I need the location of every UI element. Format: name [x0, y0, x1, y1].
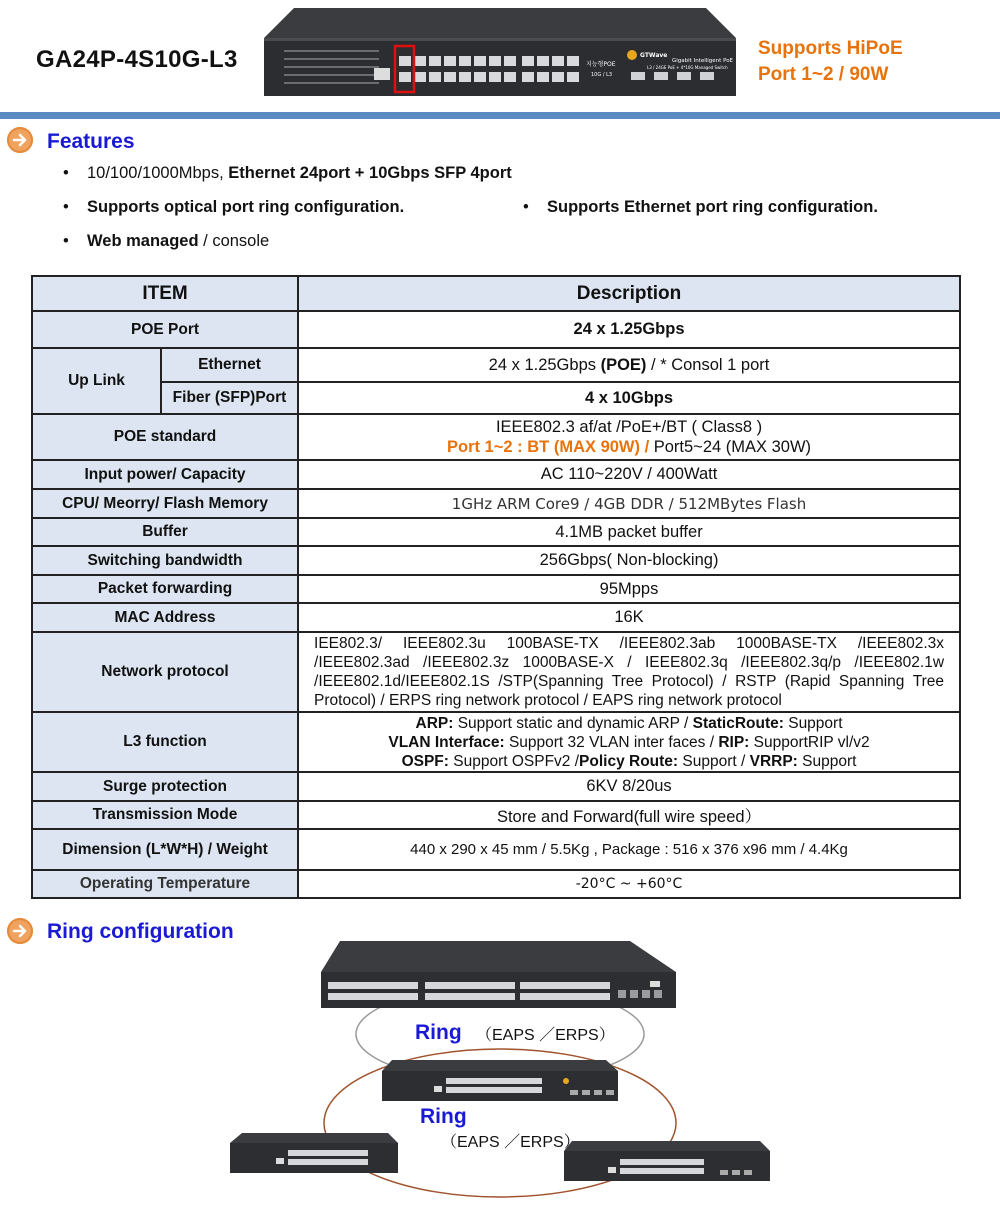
feature-bullet-4: • Web managed / console [63, 232, 270, 250]
ring1-subtitle: （EAPS ／ERPS） [476, 1027, 615, 1044]
hipoe-callout [758, 36, 903, 88]
arrow-circle-icon [7, 127, 33, 153]
middle-switch-image [382, 1060, 618, 1101]
table-row: Switching bandwidth 256Gbps( Non-blocking) [32, 546, 960, 575]
table-row: Surge protection 6KV 8/20us [32, 772, 960, 801]
table-row: Operating Temperature -20°C ~ +60°C [32, 870, 960, 898]
arrow-circle-icon [7, 918, 33, 944]
model-name: GA24P-4S10G-L3 [36, 46, 238, 73]
table-row: Network protocol IEE802.3/ IEEE802.3u 100BASE-TX /IEEE802.3ab 1000BASE-TX /IEEE802.3x /IEEE802.3ad /IEEE802.3z 1000BASE-X / IEEE802.3q /IEEE802.3q/p /IEEE802.1w /IEEE802.1d/IEEE802.1S /STP(Spanning Tree Protocol) / RSTP (Rapid Spanning Tree Protocol) / ERPS ring network protocol / EAPS ring network protocol [32, 632, 960, 712]
header-divider [0, 112, 1000, 119]
table-row: Packet forwarding 95Mpps [32, 575, 960, 603]
header-description: Description [298, 276, 960, 311]
ring-diagram [220, 938, 780, 1200]
switch-label-left2: 10G / L3 [591, 72, 613, 78]
switch-label-left: 지능형POE [586, 61, 616, 68]
left-switch-image [230, 1133, 398, 1173]
ring1-title: Ring [415, 1021, 462, 1044]
hipoe-line-1: Supports HiPoE [758, 38, 903, 59]
spec-table [31, 275, 961, 899]
table-row: POE standard IEEE802.3 af/at /PoE+/BT ( Class8 ) Port 1~2 : BT (MAX 90W) / Port5~24 (MAX 30W) [32, 414, 960, 460]
table-header-row [32, 276, 960, 311]
switch-label-title: Gigabit Intelligent PoE [672, 58, 734, 64]
table-row: Transmission Mode Store and Forward(full wire speed） [32, 801, 960, 829]
switch-label-sub: L3 / 24GE PoE + 4*10G Managed Switch [647, 65, 728, 70]
table-row: Up Link Ethernet 24 x 1.25Gbps (POE) / * Consol 1 port [32, 348, 960, 382]
ring2-title: Ring [420, 1105, 467, 1128]
ring-heading: Ring configuration [47, 920, 234, 943]
feature-bullet-2: • Supports optical port ring configuration. [63, 198, 405, 216]
right-switch-image [564, 1141, 770, 1181]
feature-bullet-3: • Supports Ethernet port ring configuration. [523, 198, 878, 216]
uplink-label: Up Link [32, 348, 161, 414]
table-row: Input power/ Capacity AC 110~220V / 400Watt [32, 460, 960, 489]
table-row: Dimension (L*W*H) / Weight 440 x 290 x 45 mm / 5.5Kg , Package : 516 x 376 x96 mm / 4.4Kg [32, 829, 960, 870]
hipoe-line-2: Port 1~2 / 90W [758, 64, 889, 85]
features-heading: Features [47, 130, 135, 153]
table-row: MAC Address 16K [32, 603, 960, 632]
switch-brand: GTWave [640, 52, 668, 59]
table-row: L3 function ARP: Support static and dynamic ARP / StaticRoute: Support VLAN Interface: Support 32 VLAN inter faces / RIP: SupportRIP vl/v2 OSPF: Support OSPFv2 /Policy Route: Support / VRRP: Support [32, 712, 960, 772]
ring2-subtitle: （EAPS ／ERPS） [441, 1134, 580, 1151]
table-row: CPU/ Meorry/ Flash Memory 1GHz ARM Core9 / 4GB DDR / 512MBytes Flash [32, 489, 960, 518]
table-row: Buffer 4.1MB packet buffer [32, 518, 960, 546]
table-row: POE Port 24 x 1.25Gbps [32, 311, 960, 348]
switch-front-panel-image [264, 8, 736, 96]
big-switch-image [321, 941, 676, 1008]
header-item: ITEM [32, 276, 298, 311]
feature-bullet-1: • 10/100/1000Mbps, Ethernet 24port + 10Gbps SFP 4port [63, 164, 512, 182]
table-row: Fiber (SFP)Port 4 x 10Gbps [32, 382, 960, 414]
